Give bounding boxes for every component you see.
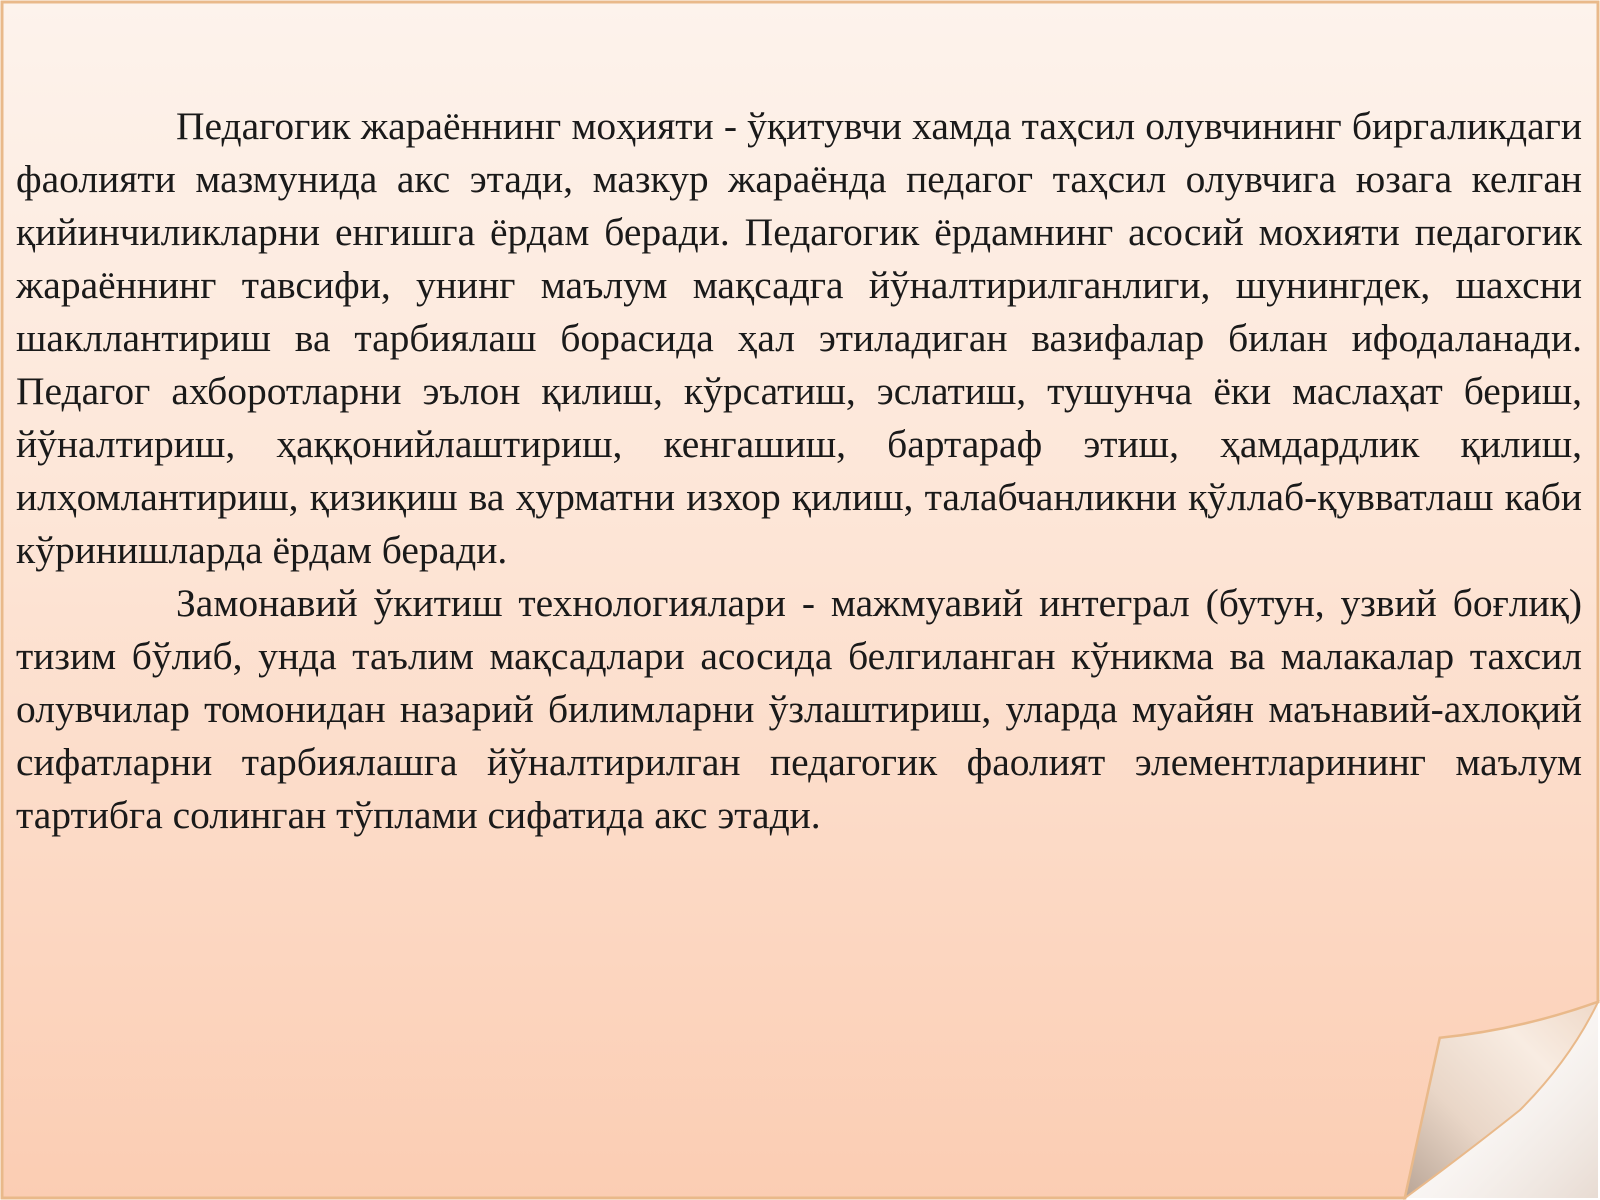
paragraph-2: Замонавий ўкитиш технологиялари - мажмуавий интеграл (бутун, узвий боғлиқ) тизим бўлиб, унда таълим мақсадлари асосида белгиланган кўникма ва малакалар тахсил олувчилар томонидан назарий билимларни ўзлаштириш, уларда муайян маънавий-ахлоқий сифатларни тарбиялашга йўналтирилган педагогик фаолият элементларининг маълум тартибга солинган тўплами сифатида акс этади. xyxy=(16,581,1582,837)
body-text xyxy=(16,100,1582,842)
paragraph-1: Педагогик жараённинг моҳияти - ўқитувчи хамда таҳсил олувчининг биргаликдаги фаолияти мазмунида акс этади, мазкур жараёнда педагог таҳсил олувчига юзага келган қийинчиликларни енгишга ёрдам беради. Педагогик ёрдамнинг асосий мохияти педагогик жараённинг тавсифи, унинг маълум мақсадга йўналтирилганлиги, шунингдек, шахсни шакллантириш ва тарбиялаш борасида ҳал этиладиган вазифалар билан ифодаланади. Педагог ахборотларни эълон қилиш, кўрсатиш, эслатиш, тушунча ёки маслаҳат бериш, йўналтириш, ҳаққонийлаштириш, кенгашиш, бартараф этиш, ҳамдардлик қилиш, илҳомлантириш, қизиқиш ва ҳурматни изхор қилиш, талабчанликни қўллаб-қувватлаш каби кўринишларда ёрдам беради. xyxy=(16,104,1582,572)
